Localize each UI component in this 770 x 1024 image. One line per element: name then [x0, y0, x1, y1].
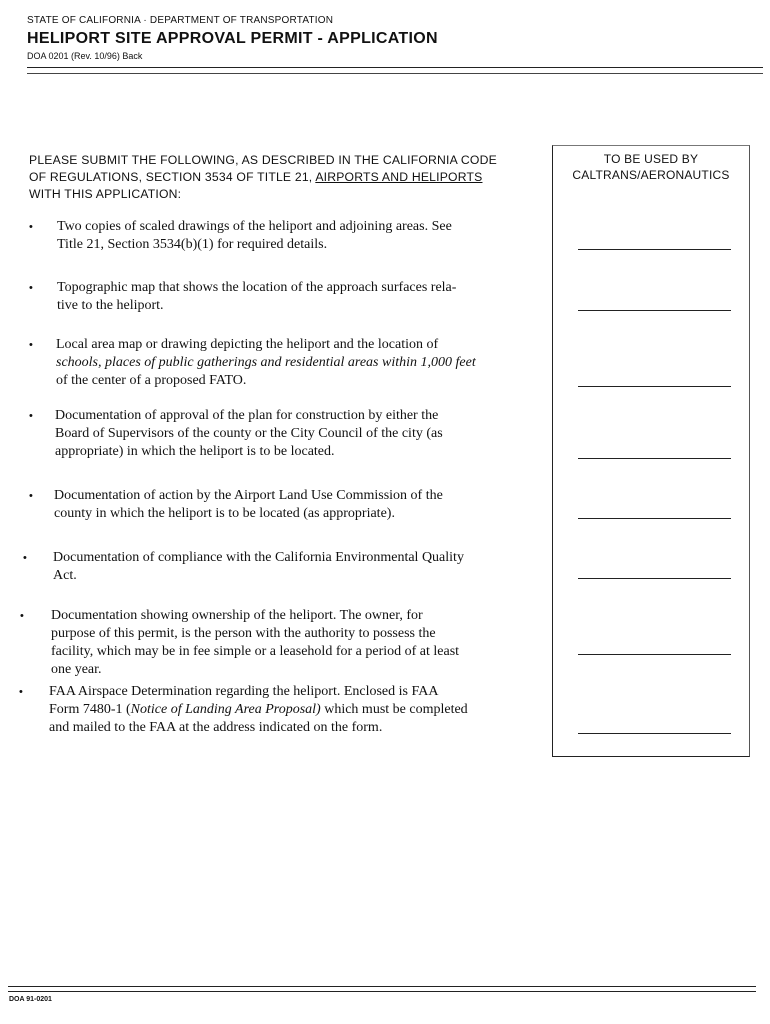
- official-check-line-3[interactable]: [578, 386, 731, 387]
- official-check-line-6[interactable]: [578, 578, 731, 579]
- item-line: Documentation of compliance with the California Environmental Quality: [53, 550, 464, 565]
- header-rule: [27, 67, 763, 68]
- item-line: appropriate) in which the heliport is to be located.: [55, 444, 335, 459]
- item-line: schools, places of public gatherings and residential areas within 1,000 feet: [56, 355, 476, 370]
- requirement-item-4: [55, 407, 540, 461]
- requirement-item-7: [51, 607, 536, 679]
- intro-line-2-text: OF REGULATIONS, SECTION 3534 OF TITLE 21,: [29, 170, 316, 184]
- bullet: •: [29, 282, 33, 294]
- official-check-line-8[interactable]: [578, 733, 731, 734]
- official-use-line-1: TO BE USED BY: [603, 152, 699, 166]
- form-name: Notice of Landing Area Proposal): [130, 702, 321, 717]
- item-line: Board of Supervisors of the county or the City Council of the city (as: [55, 426, 443, 441]
- official-use-heading: [552, 151, 750, 183]
- item-line: purpose of this permit, is the person with the authority to possess the: [51, 626, 436, 641]
- official-use-line-2: CALTRANS/AERONAUTICS: [572, 168, 730, 182]
- official-check-line-1[interactable]: [578, 249, 731, 250]
- item-line: and mailed to the FAA at the address indicated on the form.: [49, 720, 383, 735]
- official-check-line-4[interactable]: [578, 458, 731, 459]
- item-line: tive to the heliport.: [57, 298, 164, 313]
- instructions-intro: [29, 152, 549, 203]
- requirement-item-1: [57, 218, 542, 254]
- item-line: one year.: [51, 662, 102, 677]
- item-line: FAA Airspace Determination regarding the heliport. Enclosed is FAA: [49, 684, 439, 699]
- item-line: Documentation of approval of the plan for construction by either the: [55, 408, 439, 423]
- header-rule-secondary: [27, 73, 763, 74]
- footer-rule-secondary: [8, 991, 756, 992]
- item-line: facility, which may be in fee simple or a leasehold for a period of at least: [51, 644, 460, 659]
- regulation-title: AIRPORTS AND HELIPORTS: [315, 170, 483, 184]
- item-text: Form 7480-1 (: [49, 702, 131, 717]
- item-line: county in which the heliport is to be located (as appropriate).: [54, 506, 395, 521]
- item-text: which must be completed: [320, 702, 468, 717]
- item-line: Documentation showing ownership of the heliport. The owner, for: [51, 608, 423, 623]
- footer-rule: [8, 986, 756, 987]
- item-line: [49, 701, 534, 719]
- agency-name: STATE OF CALIFORNIA · DEPARTMENT OF TRANSPORTATION: [27, 15, 334, 26]
- item-line: of the center of a proposed FATO.: [56, 373, 247, 388]
- official-check-line-5[interactable]: [578, 518, 731, 519]
- item-line: Topographic map that shows the location of the approach surfaces rela-: [57, 280, 457, 295]
- requirement-item-8: [49, 683, 534, 737]
- bullet: •: [20, 610, 24, 622]
- intro-line-1: PLEASE SUBMIT THE FOLLOWING, AS DESCRIBED IN THE CALIFORNIA CODE: [29, 153, 497, 167]
- official-check-line-7[interactable]: [578, 654, 731, 655]
- item-line: Local area map or drawing depicting the heliport and the location of: [56, 337, 439, 352]
- bullet: •: [19, 686, 23, 698]
- intro-line-2: [29, 169, 549, 186]
- form-title: HELIPORT SITE APPROVAL PERMIT - APPLICATION: [27, 30, 438, 47]
- bullet: •: [29, 221, 33, 233]
- form-number: DOA 0201 (Rev. 10/96) Back: [27, 51, 143, 61]
- requirement-item-6: [53, 549, 538, 585]
- requirement-item-3: [56, 336, 541, 390]
- intro-line-3: WITH THIS APPLICATION:: [29, 187, 182, 201]
- item-line: Two copies of scaled drawings of the heliport and adjoining areas. See: [57, 219, 452, 234]
- bullet: •: [29, 490, 33, 502]
- requirement-item-2: [57, 279, 542, 315]
- bullet: •: [23, 552, 27, 564]
- item-line: Act.: [53, 568, 77, 583]
- official-check-line-2[interactable]: [578, 310, 731, 311]
- official-use-box: [552, 145, 750, 757]
- item-line: Title 21, Section 3534(b)(1) for required details.: [57, 237, 328, 252]
- bullet: •: [29, 410, 33, 422]
- item-line: Documentation of action by the Airport Land Use Commission of the: [54, 488, 443, 503]
- bullet: •: [29, 339, 33, 351]
- requirement-item-5: [54, 487, 539, 523]
- footer-code: DOA 91-0201: [9, 996, 52, 1003]
